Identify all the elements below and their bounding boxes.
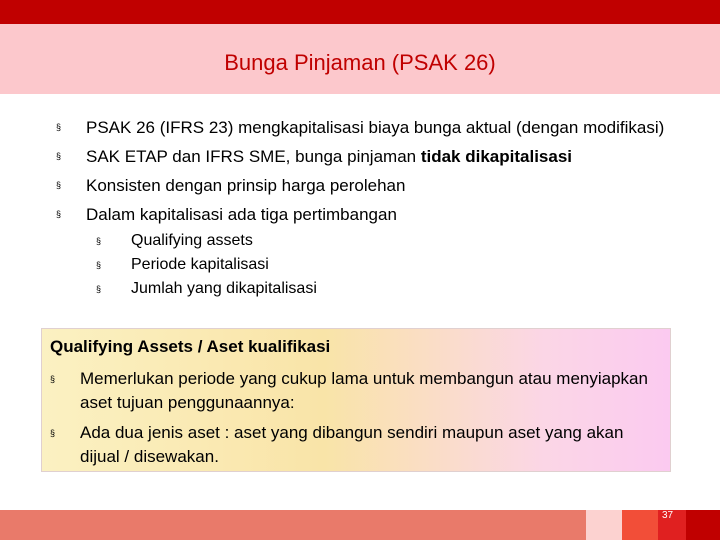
bullet-marker: § (56, 151, 62, 161)
page-number: 37 (662, 510, 674, 521)
sub-bullet-text: Jumlah yang dikapitalisasi (131, 280, 317, 297)
bullet-text: Konsisten dengan prinsip harga perolehan (86, 176, 406, 195)
footer-swatch-light (586, 510, 622, 540)
bullet-text (86, 142, 572, 171)
bullet-marker: § (56, 180, 62, 190)
bullet-marker: § (50, 374, 56, 384)
bullet-text-regular: SAK ETAP dan IFRS SME, bunga pinjaman (86, 147, 421, 166)
slide-title: Bunga Pinjaman (PSAK 26) (224, 50, 496, 75)
bullet-text: PSAK 26 (IFRS 23) mengkapitalisasi biaya bunga aktual (dengan modifikasi) (86, 118, 665, 137)
sub-bullet-marker: § (96, 236, 102, 246)
bullet-list (56, 113, 706, 301)
box-bullet-item (50, 421, 660, 469)
bullet-marker: § (56, 122, 62, 132)
bullet-item (56, 113, 706, 142)
sub-bullet-item (56, 229, 706, 253)
bullet-marker: § (50, 428, 56, 438)
box-heading: Qualifying Assets / Aset kualifikasi (50, 337, 331, 356)
qualifying-assets-box (41, 328, 671, 472)
top-accent-bar (0, 0, 720, 24)
sub-bullet-marker: § (96, 284, 102, 294)
sub-bullet-item (56, 253, 706, 277)
box-bullet-item (50, 367, 660, 415)
bullet-text-bold: tidak dikapitalisasi (420, 147, 573, 166)
box-bullet-text: Memerlukan periode yang cukup lama untuk membangun atau menyiapkan aset tujuan penggunaannya: (80, 369, 648, 412)
footer-swatch-dark-red (686, 510, 720, 540)
bullet-item (56, 142, 706, 171)
bullet-item (56, 200, 706, 229)
sub-bullet-item (56, 277, 706, 301)
box-bullet-text: Ada dua jenis aset : aset yang dibangun sendiri maupun aset yang akan dijual / disewakan. (80, 423, 624, 466)
footer-swatch-orange (622, 510, 658, 540)
bullet-marker: § (56, 209, 62, 219)
sub-bullet-text: Periode kapitalisasi (131, 256, 269, 273)
sub-bullet-marker: § (96, 260, 102, 270)
sub-bullet-text: Qualifying assets (131, 232, 253, 249)
bullet-item (56, 171, 706, 200)
bullet-text: Dalam kapitalisasi ada tiga pertimbangan (86, 205, 397, 224)
